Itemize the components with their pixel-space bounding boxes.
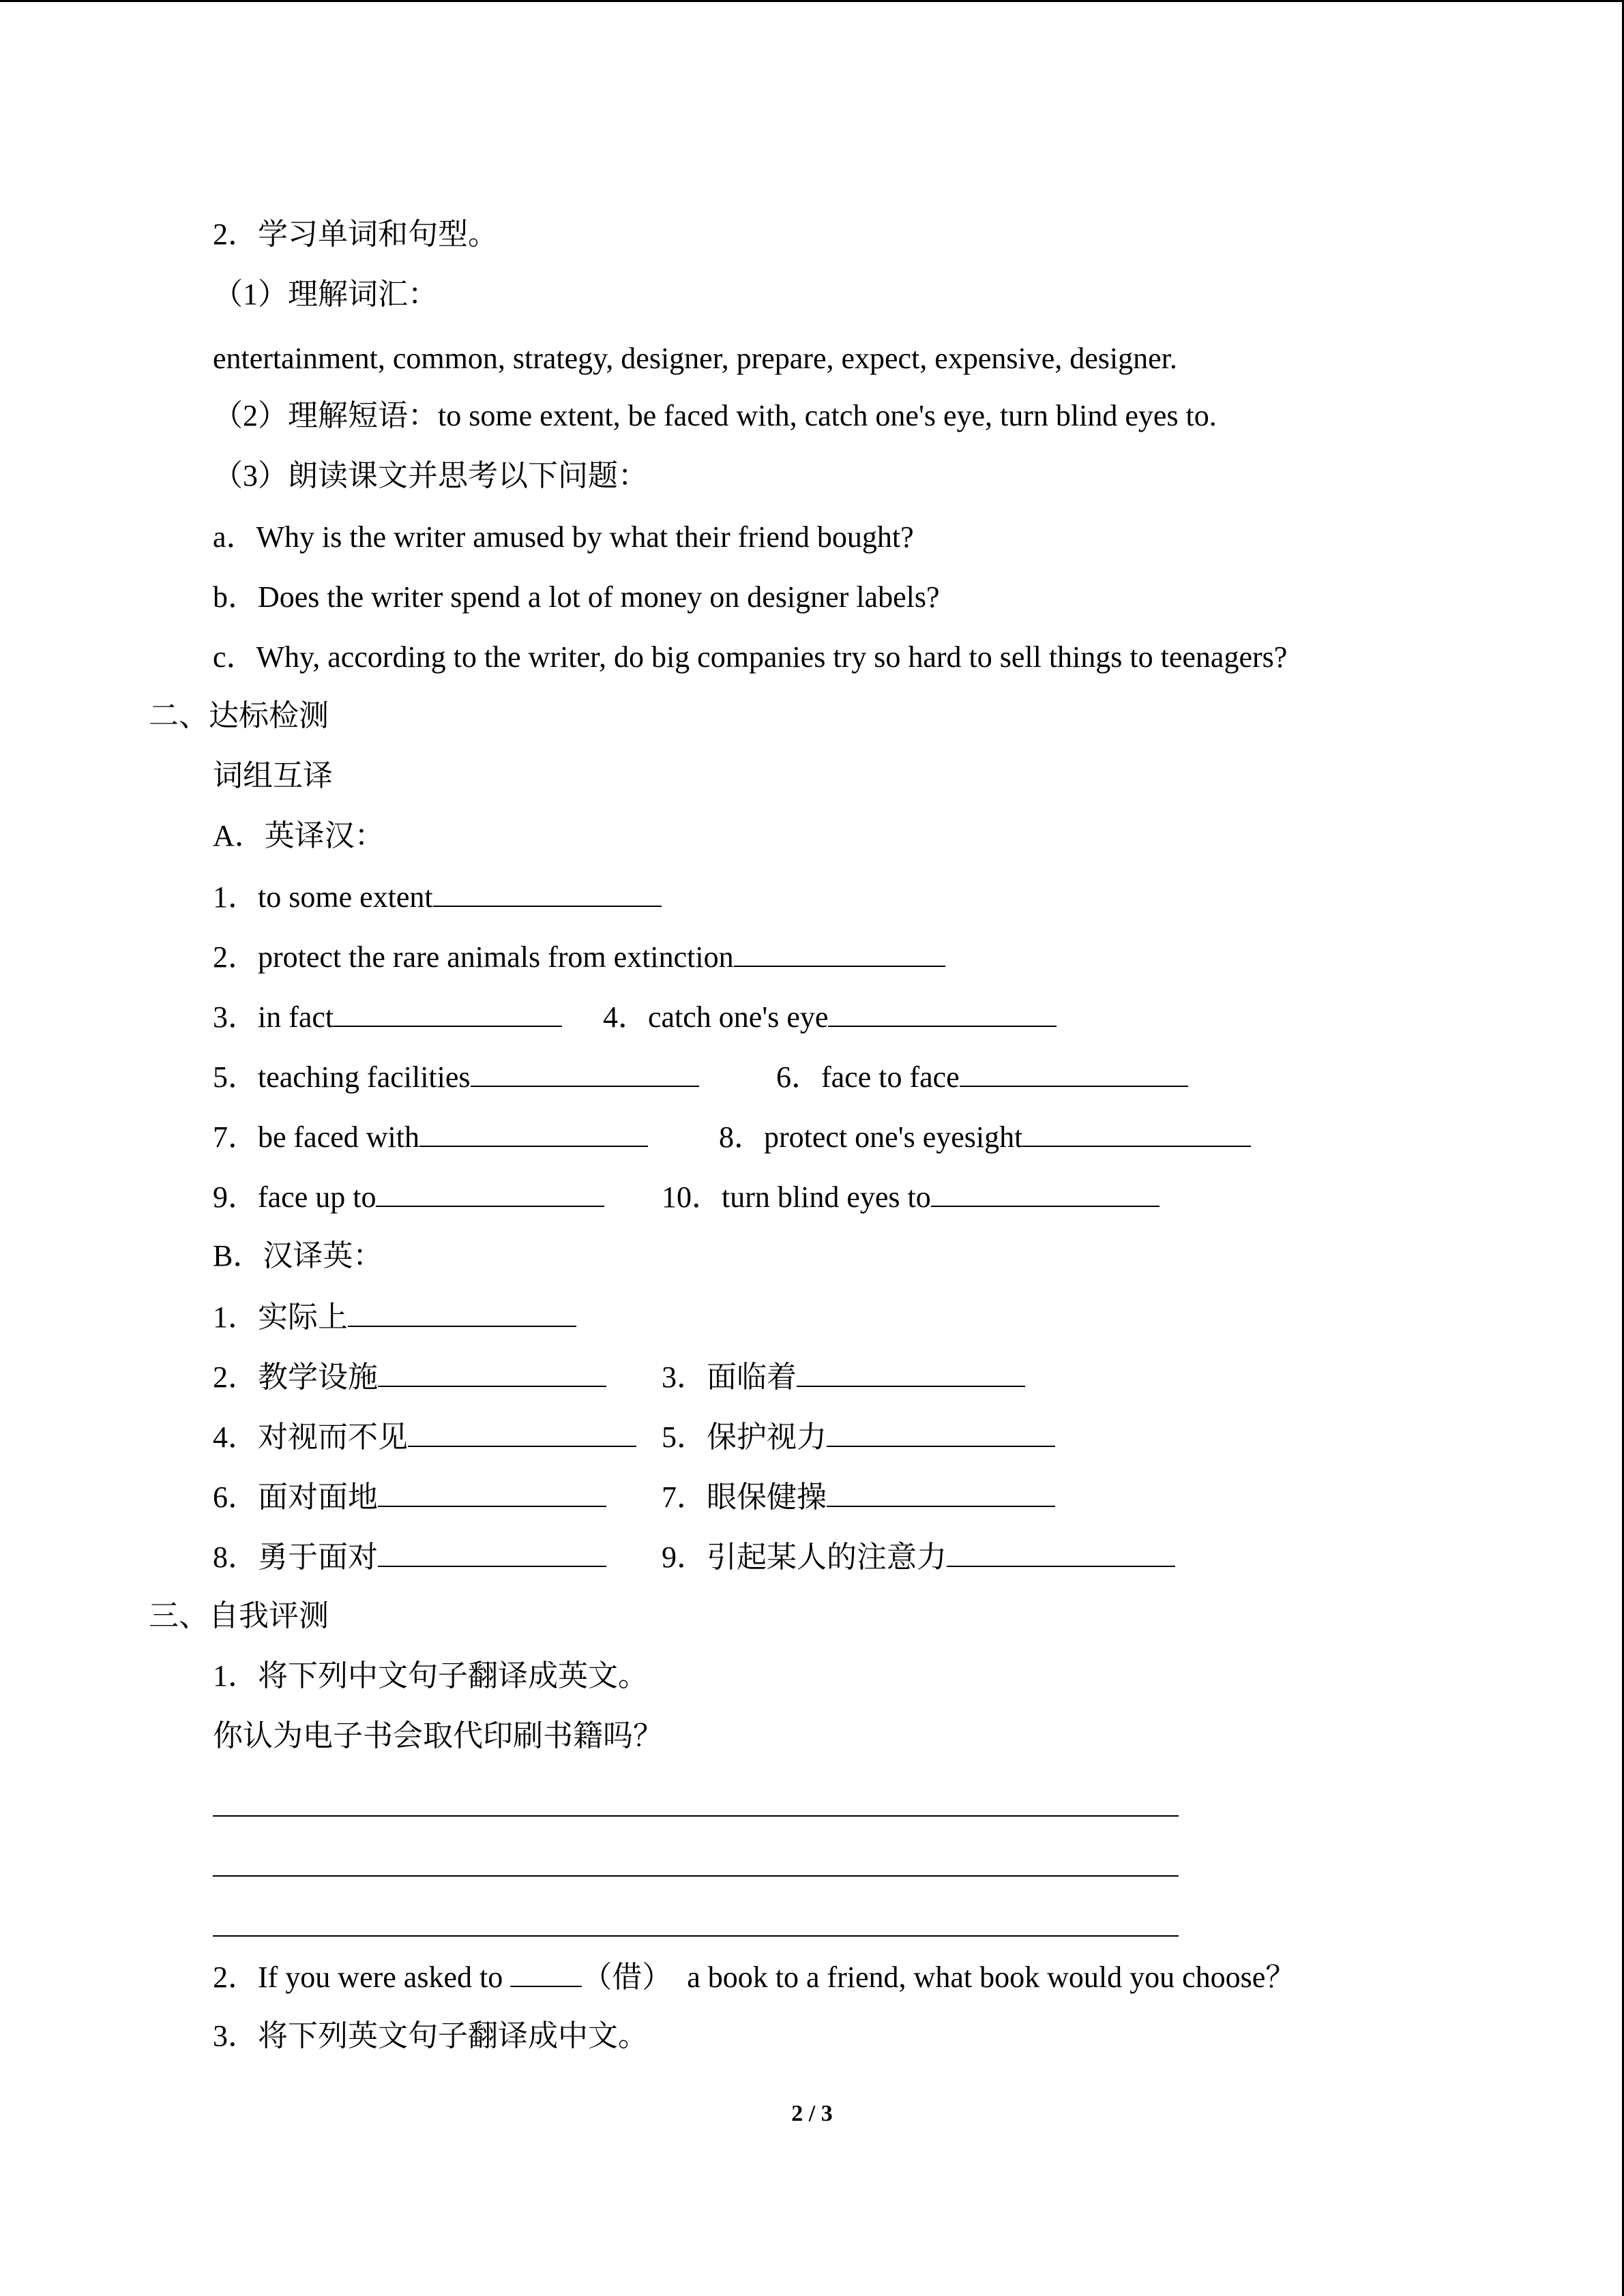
answer-blank[interactable]: [378, 1536, 606, 1567]
answer-line[interactable]: [213, 1875, 1179, 1877]
answer-blank[interactable]: [334, 996, 562, 1027]
answer-blank[interactable]: [947, 1536, 1175, 1567]
answer-blank[interactable]: [797, 1356, 1025, 1387]
answer-blank[interactable]: [931, 1176, 1160, 1207]
answer-blank[interactable]: [378, 1476, 606, 1507]
exercise-b2: 2．教学设施: [213, 1356, 606, 1398]
answer-blank[interactable]: [510, 1956, 582, 1987]
answer-blank[interactable]: [960, 1056, 1188, 1087]
phrases-line: （2）理解短语：to some extent, be faced with, catch one's eye, turn blind eyes to.: [213, 399, 1217, 432]
exercise-b5: 5．保护视力: [662, 1416, 1055, 1458]
exercise-b9: 9．引起某人的注意力: [662, 1536, 1175, 1578]
exercise-b7: 7．眼保健操: [662, 1476, 1055, 1518]
exercise-a2: 2．protect the rare animals from extinction: [213, 936, 945, 978]
exercise-a10: 10．turn blind eyes to: [662, 1176, 1160, 1218]
exercise-a1: 1．to some extent: [213, 876, 662, 918]
exercise-a4: 4．catch one's eye: [603, 996, 1057, 1038]
answer-line[interactable]: [213, 1815, 1179, 1817]
question-a: a．Why is the writer amused by what their friend bought?: [213, 520, 914, 554]
question-b: b．Does the writer spend a lot of money on designer labels?: [213, 580, 940, 614]
exercise-b3: 3．面临着: [662, 1356, 1025, 1398]
section-3-heading: 三、自我评测: [149, 1599, 329, 1632]
exercise-a6: 6．face to face: [776, 1056, 1188, 1098]
reading-subheading: （3）朗读课文并思考以下问题：: [213, 459, 648, 492]
exercise-a5: 5．teaching facilities: [213, 1056, 699, 1098]
question-3-instruction: 3．将下列英文句子翻译成中文。: [213, 2019, 648, 2053]
exercise-a9: 9．face up to: [213, 1176, 604, 1218]
question-c: c．Why, according to the writer, do big companies try so hard to sell things to teenagers?: [213, 640, 1288, 674]
section-2-heading: 二、达标检测: [149, 699, 329, 732]
answer-blank[interactable]: [376, 1176, 604, 1207]
answer-blank[interactable]: [827, 1416, 1055, 1447]
answer-blank[interactable]: [1022, 1116, 1251, 1147]
step-2-heading: 2．学习单词和句型。: [213, 218, 498, 251]
exercise-a8: 8．protect one's eyesight: [719, 1116, 1251, 1158]
vocab-list: entertainment, common, strategy, designer, prepare, expect, expensive, designer.: [213, 342, 1177, 375]
answer-blank[interactable]: [348, 1296, 576, 1327]
answer-line[interactable]: [213, 1935, 1179, 1937]
exercise-b6: 6．面对面地: [213, 1476, 606, 1518]
answer-blank[interactable]: [734, 936, 945, 967]
answer-blank[interactable]: [827, 1476, 1055, 1507]
exercise-a7: 7．be faced with: [213, 1116, 648, 1158]
question-1-sentence: 你认为电子书会取代印刷书籍吗？: [213, 1719, 663, 1753]
part-b-heading: B．汉译英：: [213, 1239, 383, 1272]
answer-blank[interactable]: [378, 1356, 606, 1387]
answer-blank[interactable]: [828, 996, 1057, 1027]
exercise-a3: 3．in fact: [213, 996, 562, 1038]
part-a-heading: A．英译汉：: [213, 819, 385, 852]
vocab-subheading: （1）理解词汇：: [213, 278, 438, 311]
page-border-top: [0, 0, 1624, 2]
exercise-b4: 4．对视而不见: [213, 1416, 636, 1458]
answer-blank[interactable]: [471, 1056, 699, 1087]
question-1-instruction: 1．将下列中文句子翻译成英文。: [213, 1659, 648, 1693]
exercise-b1: 1．实际上: [213, 1296, 576, 1338]
phrase-translation-title: 词组互译: [213, 759, 333, 792]
answer-blank[interactable]: [419, 1116, 648, 1147]
question-2: 2．If you were asked to （借） a book to a friend, what book would you choose？: [213, 1956, 1295, 1998]
page-number: 2 / 3: [791, 2101, 833, 2126]
exercise-b8: 8．勇于面对: [213, 1536, 606, 1578]
answer-blank[interactable]: [408, 1416, 636, 1447]
answer-blank[interactable]: [433, 876, 662, 907]
